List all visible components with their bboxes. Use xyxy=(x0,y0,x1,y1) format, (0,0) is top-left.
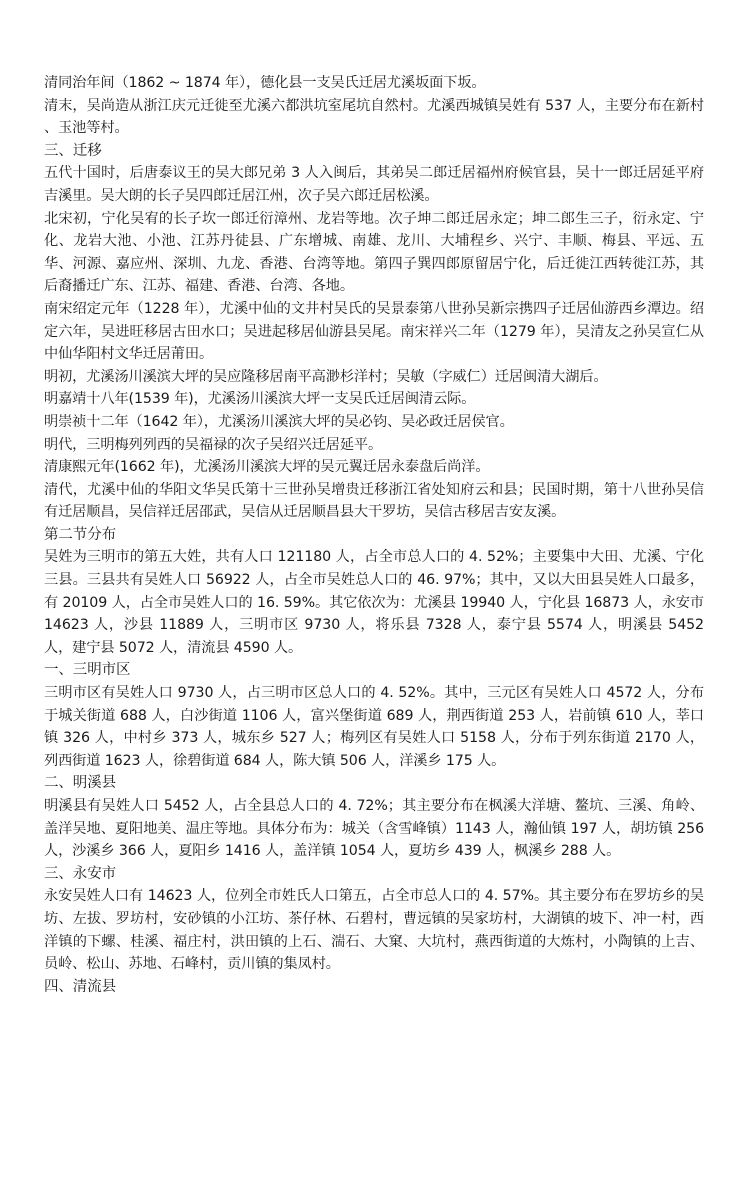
section-heading: 二、明溪县 xyxy=(44,775,116,792)
paragraph: 明崇祯十二年（1642 年），尤溪汤川溪滨大坪的吴必钧、吴必政迁居侯官。 xyxy=(44,413,514,430)
paragraph: 明初，尤溪汤川溪滨大坪的吴应隆移居南平高渺杉洋村；吴敏（字威仁）迁居闽清大湖后。 xyxy=(44,368,608,385)
paragraph: 清同治年间（1862 ~ 1874 年），德化县一支吴氏迁居尤溪坂面下坂。 xyxy=(44,75,486,91)
paragraph: 清康熙元年(1662 年)，尤溪汤川溪滨大坪的吴元翼迁居永泰盘后尚洋。 xyxy=(44,459,490,476)
section-heading: 四、清流县 xyxy=(44,978,116,995)
paragraph: 清末，吴尚造从浙江庆元迁徙至尤溪六都洪坑室尾坑自然村。尤溪西城镇吴姓有 537 人，主要分布在新村 、玉池等村。 xyxy=(44,97,704,137)
section-heading: 三、迁移 xyxy=(44,142,102,159)
section-heading: 三、永安市 xyxy=(44,865,116,882)
section-heading: 第二节分布 xyxy=(44,526,116,543)
paragraph: 明代，三明梅列列西的吴福禄的次子吴绍兴迁居延平。 xyxy=(44,436,383,453)
paragraph: 明溪县有吴姓人口 5452 人，占全县总人口的 4. 72%；其主要分布在枫溪大洋塘、鳌坑、三溪、角岭、盖洋吴地、夏阳地美、温庄等地。具体分布为：城关（含雪峰镇）1143 人，瀚仙镇 197 人，胡坊镇 256 人，沙溪乡 366 人，夏阳乡 1416 人，盖洋镇 1054 人，夏坊乡 439 人，枫溪乡 288 人。 xyxy=(44,798,704,860)
paragraph: 永安吴姓人口有 14623 人，位列全市姓氏人口第五，占全市总人口的 4. 57%。其主要分布在罗坊乡的吴坊、左拔、罗坊村，安砂镇的小江坊、茶仔林、石碧村，曹远镇的吴家坊村，大湖镇的坡下、冲一村，西洋镇的下螺、桂溪、福庄村，洪田镇的上石、湍石、大窠、大坑村，燕西街道的大炼村，小陶镇的上吉、员岭、松山、苏地、石峰村，贡川镇的集凤村。 xyxy=(44,888,704,973)
paragraph: 清代，尤溪中仙的华阳文华吴氏第十三世孙吴增贵迁移浙江省处知府云和县；民国时期，第十八世孙吴信有迁居顺昌，吴信祥迁居邵武，吴信从迁居顺昌县大干罗坊，吴信古移居吉安友溪。 xyxy=(44,481,704,521)
paragraph: 明嘉靖十八年(1539 年)，尤溪汤川溪滨大坪一支吴氏迁居闽清云际。 xyxy=(44,391,476,408)
paragraph: 吴姓为三明市的第五大姓，共有人口 121180 人，占全市总人口的 4. 52%；主要集中大田、尤溪、宁化三县。三县共有吴姓人口 56922 人，占全市吴姓总人口的 46. 97%；其中，又以大田县吴姓人口最多，有 20109 人，占全市吴姓人口的 16. 59%。其它依次为：尤溪县 19940 人，宁化县 16873 人，永安市 14623 人，沙县 11889 人，三明市区 9730 人，将乐县 7328 人，泰宁县 5574 人，明溪县 5452 人，建宁县 5072 人，清流县 4590 人。 xyxy=(44,549,704,656)
paragraph: 南宋绍定元年（1228 年），尤溪中仙的文井村吴氏的吴景泰第八世孙吴新宗携四子迁居仙游西乡潭边。绍定六年，吴进旺移居古田水口；吴进起移居仙游县吴尾。南宋祥兴二年（1279 年），吴清友之孙吴宣仁从中仙华阳村文华迁居莆田。 xyxy=(44,300,704,363)
paragraph: 五代十国时，后唐泰议王的吴大郎兄弟 3 人入闽后，其弟吴二郎迁居福州府候官县，吴十一郎迁居延平府吉溪里。吴大朗的长子吴四郎迁居江州，次子吴六郎迁居松溪。 xyxy=(44,165,704,204)
section-heading: 一、三明市区 xyxy=(44,662,131,679)
paragraph: 北宋初，宁化吴宥的长子坎一郎迁衍漳州、龙岩等地。次子坤二郎迁居永定；坤二郎生三子，衍永定、宁化、龙岩大池、小池、江苏丹徒县、广东增城、南雄、龙川、大埔程乡、兴宁、丰顺、梅县、平远、五华、河源、嘉应州、深圳、九龙、香港、台湾等地。第四子巽四郎原留居宁化，后迁徙江西转徙江苏，其后裔播迁广东、江苏、福建、香港、台湾、各地。 xyxy=(44,210,704,295)
paragraph: 三明市区有吴姓人口 9730 人，占三明市区总人口的 4. 52%。其中，三元区有吴姓人口 4572 人，分布于城关街道 688 人，白沙街道 1106 人，富兴堡街道 689 人，荆西街道 253 人，岩前镇 610 人，莘口镇 326 人，中村乡 373 人，城东乡 527 人；梅列区有吴姓人口 5158 人，分布于列东街道 2170 人，列西街道 1623 人，徐碧街道 684 人，陈大镇 506 人，洋溪乡 175 人。 xyxy=(44,685,704,769)
